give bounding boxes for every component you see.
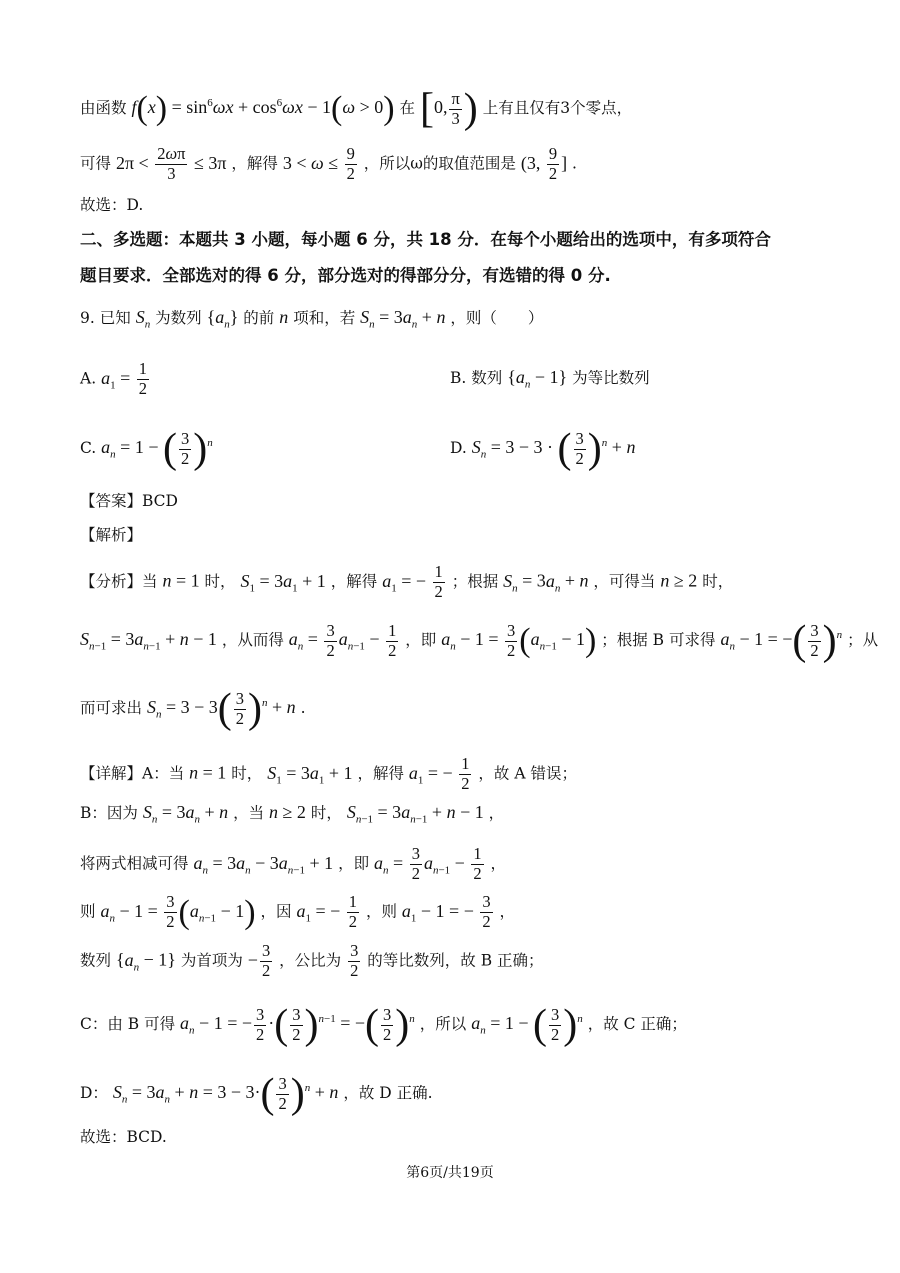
- analysis-line-1: 【分析】当 n = 1 时， $S_1 = 3a_1 + 1$ ，解得 $a_1$ = − $\frac{1}{2}$ ；根据 $S_n = 3a_n + n$ ，可得当 n ≥ 2 时，: [80, 562, 734, 601]
- detail-line-c: C：由 B 可得 $a_n - 1$ = − $\frac{3}{2}$ ·( $\frac{3}{2}$ )$^{n-1}$ = −( $\frac{3}{2}$ )$^n$ ，所以 $a_n = 1$ − ( $\frac{3}{2}$ )$^n$ ，故 C 正确；: [80, 1002, 687, 1048]
- math-range-result: (3, $\frac{9}{2}$ ]: [520, 144, 568, 183]
- math-interval: [0, $\frac{\pi}{3}$ ): [419, 86, 478, 132]
- detail-line-b1: B：因为 $S_n = 3a_n + n$ ，当 n ≥ 2 时， $S_{n-1} = 3a_{n-1} + n - 1$ ，: [80, 802, 505, 826]
- answer-label: 【答案】BCD: [80, 492, 178, 510]
- detail-line-b3: 则 $a_n - 1$ = $\frac{3}{2}$ $(a_{n-1} - 1)$ ，因 $a_1$ = − $\frac{1}{2}$ ，则 $a_1 - 1$ = − $\frac{3}{2}$ ，: [80, 892, 516, 931]
- analysis-label: 【解析】: [80, 526, 143, 544]
- q9-stem: 9. 已知 $S_n$ 为数列 $\{a_n\}$ 的前 n 项和，若 $S_n = 3a_n + n$ ，则（ ）: [80, 307, 544, 331]
- section-heading-line-1: 二、多选题：本题共 3 小题，每小题 6 分，共 18 分．在每个小题给出的选项中，有多项符合: [80, 230, 771, 249]
- section-heading-line-2: 题目要求．全部选对的得 6 分，部分选对的得部分分，有选错的得 0 分.: [80, 266, 611, 285]
- final-choice: 故选：BCD.: [80, 1128, 167, 1146]
- math-function: $f(x) = \sin^6\omega x + \cos^6\omega x - 1(\omega > 0)$: [131, 90, 395, 127]
- option-b: B. 数列 $\{a_n - 1\}$ 为等比数列: [450, 367, 650, 391]
- detail-line-d: D： $S_n = 3a_n + n = 3 - 3\cdot$( $\frac{3}{2}$ )$^n$ + n ，故 D 正确.: [80, 1071, 433, 1117]
- math-omega-range: 3 < ω ≤ $\frac{9}{2}$: [282, 144, 355, 183]
- analysis-line-2: $S_{n-1} = 3a_{n-1} + n - 1$ ，从而得 $a_n$ = $\frac{3}{2}$ $a_{n-1}$ − $\frac{1}{2}$ ，即 $a_n - 1$ = $\frac{3}{2}$ $(a_{n-1} - 1)$ ；根据 B 可求得 $a_n - 1$ = −( $\frac{3}{2}$ )$^n$ ；从: [80, 618, 879, 664]
- page-footer: 第6页/共19页: [406, 1165, 494, 1181]
- intro-line-1: 由函数 $f(x) = \sin^6\omega x + \cos^6\omega x - 1(\omega > 0)$ 在 [0, $\frac{\pi}{3}$ ) 上有且仅有3个零点，: [80, 86, 633, 132]
- detail-line-b4: 数列 $\{a_n - 1\}$ 为首项为 − $\frac{3}{2}$ ，公比为 $\frac{3}{2}$ 的等比数列，故 B 正确；: [80, 941, 544, 980]
- detail-line-b2: 将两式相减可得 $a_n = 3a_n - 3a_{n-1} + 1$ ，即 $a_n$ = $\frac{3}{2}$ $a_{n-1}$ − $\frac{1}{2}$ ，: [80, 844, 507, 883]
- option-d: D. $S_n = 3 - 3$ · ( $\frac{3}{2}$ )$^n$ + n: [450, 426, 636, 472]
- option-c: C. $a_n = 1$ − ( $\frac{3}{2}$ )$^n$: [80, 426, 213, 472]
- option-a: A. $a_1$ = $\frac{1}{2}$: [80, 359, 147, 398]
- intro-line-3: 故选：D.: [80, 196, 144, 214]
- analysis-line-3: 而可求出 $S_n = 3 - 3$( $\frac{3}{2}$ )$^n$ + n .: [80, 686, 306, 732]
- math-inequality: 2π < $\frac{2\omega\pi}{3}$ ≤ 3π: [115, 144, 227, 183]
- detail-line-a: 【详解】A：当 n = 1 时， $S_1 = 3a_1 + 1$ ，解得 $a_1$ = − $\frac{1}{2}$ ，故 A 错误；: [80, 754, 577, 793]
- intro-line-2: 可得 2π < $\frac{2\omega\pi}{3}$ ≤ 3π ，解得 3 < ω ≤ $\frac{9}{2}$ ，所以ω的取值范围是 (3, $\frac{9}{2}$ ] .: [80, 144, 577, 183]
